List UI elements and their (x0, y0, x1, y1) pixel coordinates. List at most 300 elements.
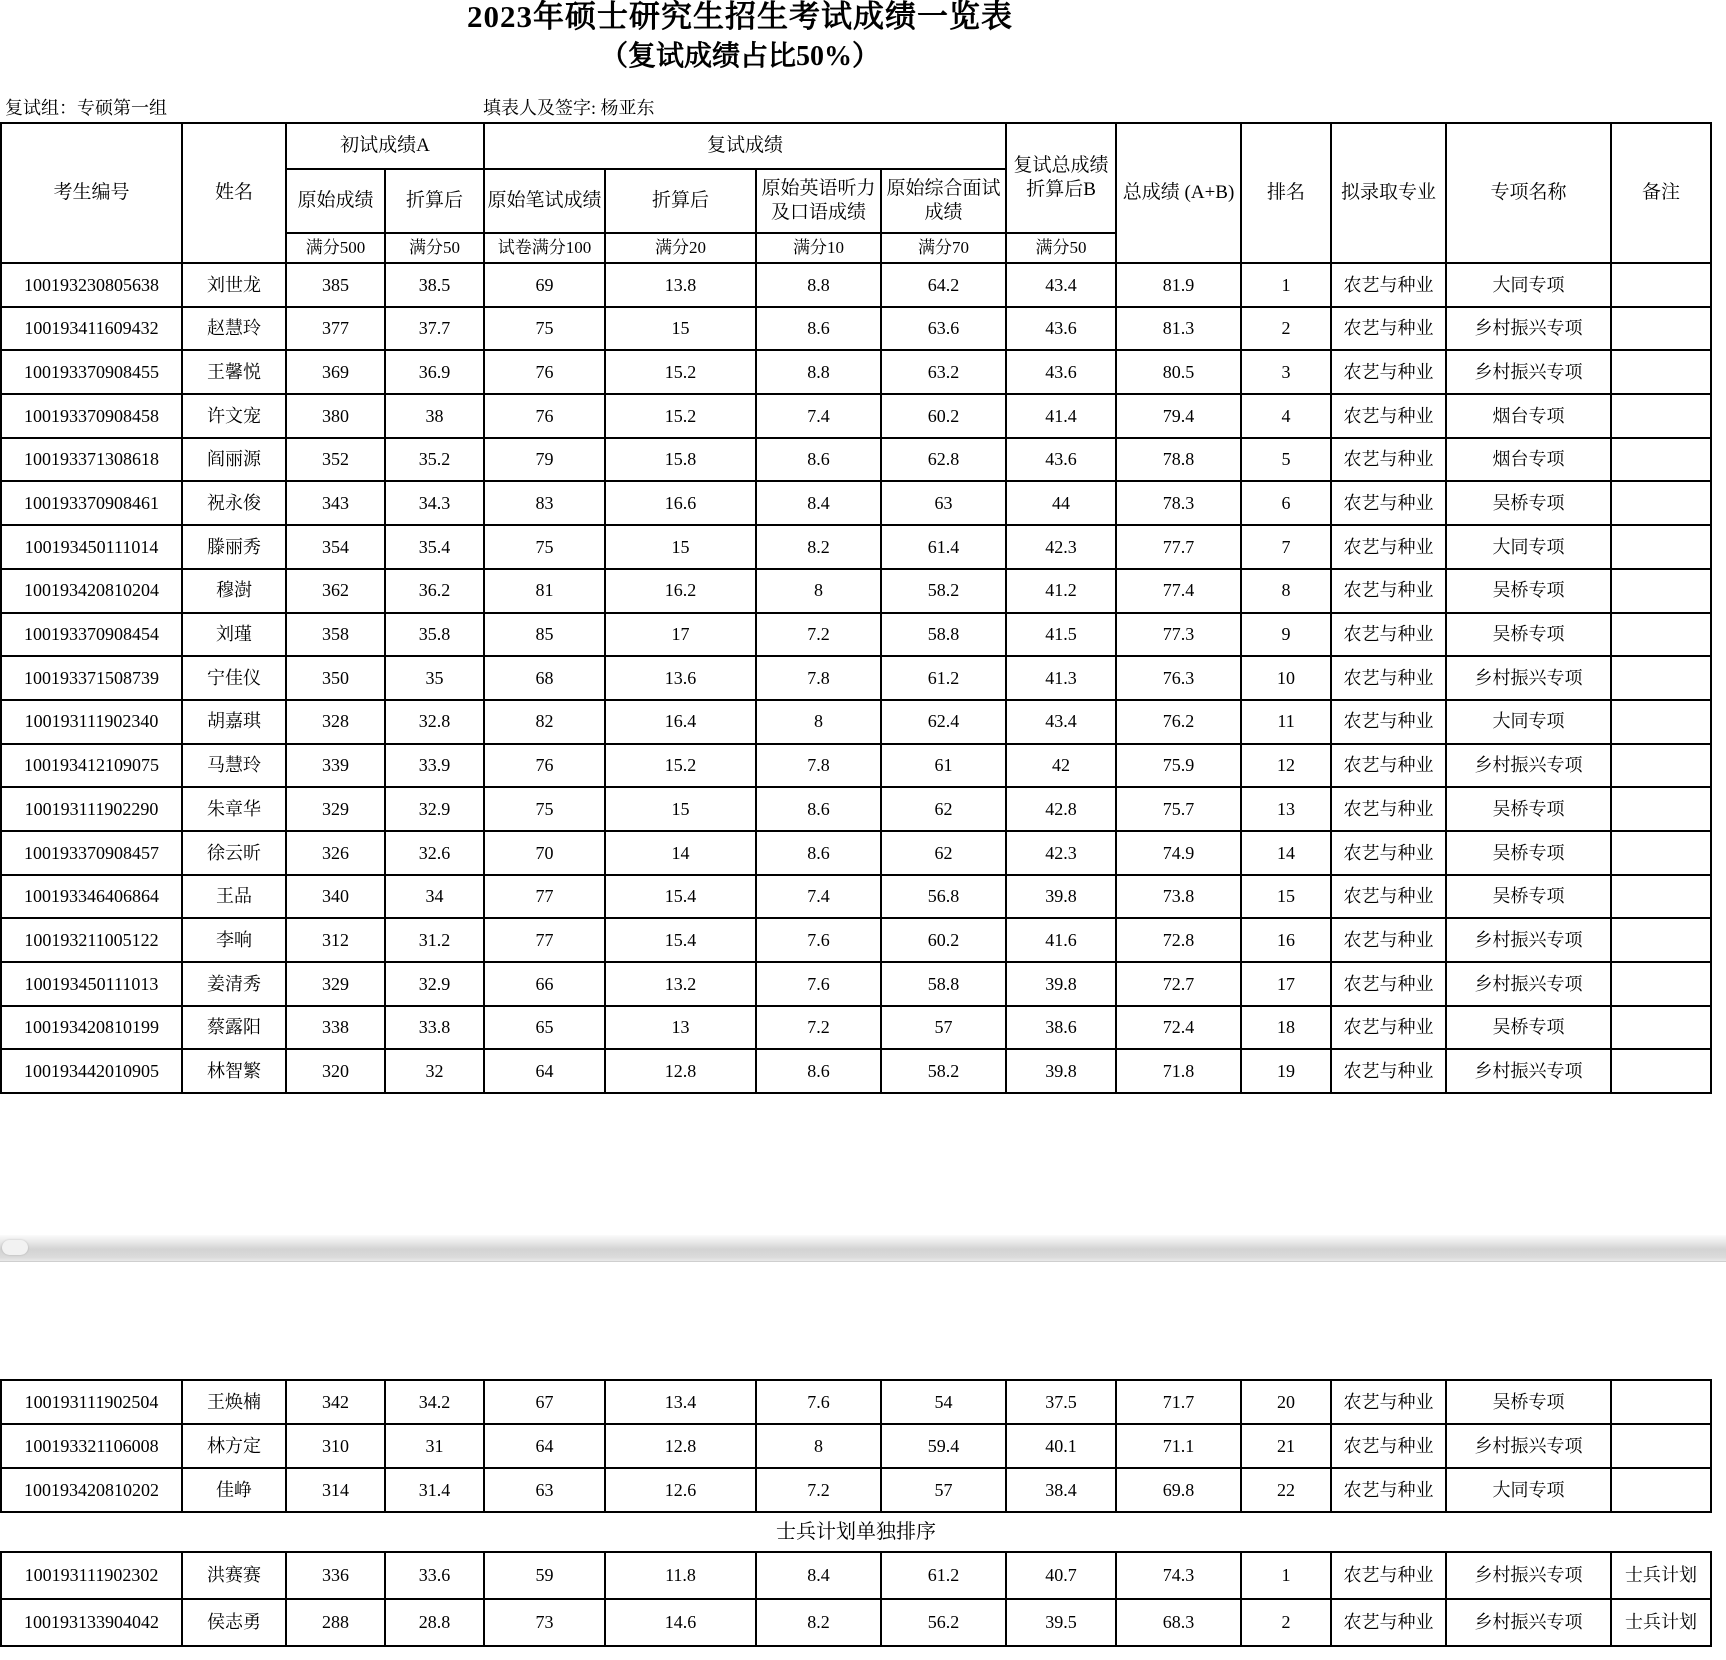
table-cell: 71.7 (1116, 1380, 1241, 1424)
table-cell: 40.1 (1006, 1424, 1116, 1468)
table-cell: 41.2 (1006, 569, 1116, 613)
table-cell: 王馨悦 (182, 350, 286, 394)
table-cell: 43.4 (1006, 700, 1116, 744)
table-cell: 385 (286, 263, 385, 307)
table-cell: 100193370908455 (1, 350, 182, 394)
page-title: 2023年硕士研究生招生考试成绩一览表 (467, 0, 1013, 34)
table-cell: 76 (484, 744, 605, 788)
table-cell (1611, 962, 1711, 1006)
table-cell (1611, 307, 1711, 351)
table-cell: 大同专项 (1446, 525, 1611, 569)
table-cell: 31.4 (385, 1468, 484, 1512)
table-row (1, 787, 1711, 831)
table-cell: 61.2 (881, 656, 1006, 700)
table-cell: 农艺与种业 (1331, 394, 1446, 438)
table-cell: 71.1 (1116, 1424, 1241, 1468)
table-cell: 56.8 (881, 875, 1006, 919)
table-cell: 100193370908458 (1, 394, 182, 438)
table-cell: 44 (1006, 481, 1116, 525)
max-score-initial-converted: 满分50 (385, 233, 484, 263)
table-row (1, 700, 1711, 744)
table-cell: 62 (881, 831, 1006, 875)
table-cell: 42.3 (1006, 831, 1116, 875)
table-row (1, 744, 1711, 788)
table-cell (1611, 700, 1711, 744)
table-cell: 79 (484, 438, 605, 482)
table-cell: 100193371308618 (1, 438, 182, 482)
col-group-initial-score: 初试成绩A (286, 123, 484, 169)
table-cell: 58.8 (881, 962, 1006, 1006)
table-cell: 64.2 (881, 263, 1006, 307)
table-cell: 7.2 (756, 1468, 881, 1512)
table-cell: 60.2 (881, 918, 1006, 962)
table-cell: 100193211005122 (1, 918, 182, 962)
table-cell: 100193346406864 (1, 875, 182, 919)
table-cell: 佳峥 (182, 1468, 286, 1512)
table-row (1, 1424, 1711, 1468)
table-cell (1611, 263, 1711, 307)
table-cell: 16.4 (605, 700, 756, 744)
table-cell: 10 (1241, 656, 1331, 700)
table-cell (1611, 744, 1711, 788)
table-cell: 17 (1241, 962, 1331, 1006)
table-cell: 赵慧玲 (182, 307, 286, 351)
table-cell: 14.6 (605, 1599, 756, 1646)
table-cell: 342 (286, 1380, 385, 1424)
table-cell (1611, 787, 1711, 831)
table-cell: 54 (881, 1380, 1006, 1424)
table-cell: 13.2 (605, 962, 756, 1006)
table-cell: 侯志勇 (182, 1599, 286, 1646)
table-cell: 穆澍 (182, 569, 286, 613)
table-cell: 21 (1241, 1424, 1331, 1468)
table-cell: 61 (881, 744, 1006, 788)
table-cell: 329 (286, 962, 385, 1006)
table-cell: 100193370908454 (1, 613, 182, 657)
table-cell: 43.6 (1006, 350, 1116, 394)
table-cell: 35 (385, 656, 484, 700)
table-cell: 62 (881, 787, 1006, 831)
table-cell: 354 (286, 525, 385, 569)
table-cell: 41.6 (1006, 918, 1116, 962)
table-cell: 林智繁 (182, 1049, 286, 1093)
table-cell: 314 (286, 1468, 385, 1512)
col-header-initial-raw: 原始成绩 (286, 169, 385, 233)
table-cell: 63 (881, 481, 1006, 525)
table-cell: 12.8 (605, 1049, 756, 1093)
table-cell: 39.5 (1006, 1599, 1116, 1646)
table-cell: 17 (605, 613, 756, 657)
table-cell: 王品 (182, 875, 286, 919)
table-cell: 19 (1241, 1049, 1331, 1093)
table-cell: 7 (1241, 525, 1331, 569)
table-cell: 洪赛赛 (182, 1552, 286, 1599)
table-cell: 8 (756, 569, 881, 613)
col-header-candidate-id: 考生编号 (1, 123, 182, 263)
table-cell: 6 (1241, 481, 1331, 525)
table-cell: 312 (286, 918, 385, 962)
table-cell: 83 (484, 481, 605, 525)
table-cell: 63 (484, 1468, 605, 1512)
table-cell: 100193412109075 (1, 744, 182, 788)
table-cell (1611, 918, 1711, 962)
score-table-page2 (0, 1379, 1712, 1647)
table-cell: 7.8 (756, 744, 881, 788)
table-cell: 8 (1241, 569, 1331, 613)
table-cell: 士兵计划 (1611, 1599, 1711, 1646)
table-cell: 80.5 (1116, 350, 1241, 394)
table-row (1, 1380, 1711, 1424)
table-cell: 32.6 (385, 831, 484, 875)
col-header-written-converted: 折算后 (605, 169, 756, 233)
table-cell: 31.2 (385, 918, 484, 962)
retest-group-label: 复试组：专硕第一组 (5, 98, 167, 118)
table-cell: 61.4 (881, 525, 1006, 569)
table-cell: 59 (484, 1552, 605, 1599)
table-cell: 35.2 (385, 438, 484, 482)
table-cell: 3 (1241, 350, 1331, 394)
table-cell: 77.3 (1116, 613, 1241, 657)
table-cell: 100193420810202 (1, 1468, 182, 1512)
table-cell: 32.8 (385, 700, 484, 744)
col-header-initial-converted: 折算后 (385, 169, 484, 233)
table-cell: 38.4 (1006, 1468, 1116, 1512)
table-cell: 农艺与种业 (1331, 569, 1446, 613)
table-cell: 8 (756, 1424, 881, 1468)
table-cell: 14 (1241, 831, 1331, 875)
table-cell: 39.8 (1006, 1049, 1116, 1093)
table-cell: 13.6 (605, 656, 756, 700)
table-cell: 7.6 (756, 1380, 881, 1424)
table-cell: 69 (484, 263, 605, 307)
table-cell: 8.8 (756, 263, 881, 307)
table-row (1, 1552, 1711, 1599)
table-cell (1611, 875, 1711, 919)
table-cell: 70 (484, 831, 605, 875)
table-cell: 100193371508739 (1, 656, 182, 700)
table-cell: 农艺与种业 (1331, 1468, 1446, 1512)
table-cell (1611, 1424, 1711, 1468)
table-cell (1611, 1006, 1711, 1050)
table-cell: 许文宠 (182, 394, 286, 438)
col-header-remark: 备注 (1611, 123, 1711, 263)
table-cell: 77 (484, 875, 605, 919)
table-cell: 72.7 (1116, 962, 1241, 1006)
table-cell: 75 (484, 525, 605, 569)
table-cell: 59.4 (881, 1424, 1006, 1468)
form-filler-signature-label: 填表人及签字: 杨亚东 (483, 98, 655, 118)
table-cell: 100193442010905 (1, 1049, 182, 1093)
table-cell (1611, 1380, 1711, 1424)
table-cell: 15 (605, 525, 756, 569)
table-cell: 43.4 (1006, 263, 1116, 307)
soldier-plan-section-label: 士兵计划单独排序 (1, 1512, 1711, 1552)
table-cell: 农艺与种业 (1331, 525, 1446, 569)
table-cell: 王焕楠 (182, 1380, 286, 1424)
table-cell: 66 (484, 962, 605, 1006)
table-cell (1611, 831, 1711, 875)
table-cell: 乡村振兴专项 (1446, 1424, 1611, 1468)
table-cell: 8.6 (756, 1049, 881, 1093)
table-cell: 1 (1241, 1552, 1331, 1599)
score-table-page1 (0, 122, 1712, 1094)
table-cell: 朱章华 (182, 787, 286, 831)
table-cell: 310 (286, 1424, 385, 1468)
table-cell: 37.7 (385, 307, 484, 351)
table-cell: 农艺与种业 (1331, 1424, 1446, 1468)
col-header-rank: 排名 (1241, 123, 1331, 263)
table-cell: 13.4 (605, 1380, 756, 1424)
table-row (1, 481, 1711, 525)
table-cell: 362 (286, 569, 385, 613)
table-cell: 2 (1241, 1599, 1331, 1646)
table-cell: 乡村振兴专项 (1446, 656, 1611, 700)
table-cell (1611, 438, 1711, 482)
table-cell: 14 (605, 831, 756, 875)
table-cell: 7.6 (756, 918, 881, 962)
table-cell: 7.6 (756, 962, 881, 1006)
table-cell: 士兵计划 (1611, 1552, 1711, 1599)
table-cell: 31 (385, 1424, 484, 1468)
table-cell: 8.6 (756, 831, 881, 875)
table-cell: 62.8 (881, 438, 1006, 482)
table-cell: 73 (484, 1599, 605, 1646)
table-cell: 38.5 (385, 263, 484, 307)
table-cell: 大同专项 (1446, 700, 1611, 744)
table-cell: 380 (286, 394, 385, 438)
table-cell: 农艺与种业 (1331, 700, 1446, 744)
table-row (1, 525, 1711, 569)
table-cell: 22 (1241, 1468, 1331, 1512)
table-cell: 81 (484, 569, 605, 613)
table-cell: 农艺与种业 (1331, 481, 1446, 525)
table-cell: 41.3 (1006, 656, 1116, 700)
table-cell: 吴桥专项 (1446, 1380, 1611, 1424)
table-cell: 41.5 (1006, 613, 1116, 657)
table-cell: 15 (1241, 875, 1331, 919)
table-cell: 农艺与种业 (1331, 350, 1446, 394)
table-cell: 7.2 (756, 1006, 881, 1050)
table-cell: 8.8 (756, 350, 881, 394)
table-cell (1611, 569, 1711, 613)
table-cell: 姜清秀 (182, 962, 286, 1006)
table-cell: 8.2 (756, 1599, 881, 1646)
max-score-written-converted: 满分20 (605, 233, 756, 263)
table-row (1, 263, 1711, 307)
table-cell: 57 (881, 1006, 1006, 1050)
table-cell: 农艺与种业 (1331, 962, 1446, 1006)
table-cell: 乡村振兴专项 (1446, 962, 1611, 1006)
table-cell: 7.8 (756, 656, 881, 700)
table-cell: 76.3 (1116, 656, 1241, 700)
table-cell: 13.8 (605, 263, 756, 307)
table-cell: 乡村振兴专项 (1446, 744, 1611, 788)
table-cell: 73.8 (1116, 875, 1241, 919)
table-cell: 369 (286, 350, 385, 394)
table-cell (1611, 481, 1711, 525)
table-cell: 336 (286, 1552, 385, 1599)
table-cell: 61.2 (881, 1552, 1006, 1599)
table-cell: 64 (484, 1049, 605, 1093)
table-cell: 7.4 (756, 394, 881, 438)
table-cell: 2 (1241, 307, 1331, 351)
table-cell: 35.8 (385, 613, 484, 657)
table-cell: 16.2 (605, 569, 756, 613)
table-cell: 刘世龙 (182, 263, 286, 307)
table-cell: 42 (1006, 744, 1116, 788)
table-cell: 刘瑾 (182, 613, 286, 657)
table-cell: 12 (1241, 744, 1331, 788)
table-cell: 41.4 (1006, 394, 1116, 438)
table-row (1, 307, 1711, 351)
table-cell: 38 (385, 394, 484, 438)
table-cell: 8.2 (756, 525, 881, 569)
table-cell: 7.2 (756, 613, 881, 657)
table-cell: 58.8 (881, 613, 1006, 657)
table-cell: 8.6 (756, 787, 881, 831)
table-cell: 328 (286, 700, 385, 744)
table-row (1, 350, 1711, 394)
table-cell: 农艺与种业 (1331, 744, 1446, 788)
table-cell: 8.6 (756, 307, 881, 351)
table-row (1, 394, 1711, 438)
table-cell: 32.9 (385, 787, 484, 831)
table-cell: 15.4 (605, 918, 756, 962)
table-cell: 32.9 (385, 962, 484, 1006)
table-cell: 15 (605, 307, 756, 351)
table-cell: 13 (1241, 787, 1331, 831)
col-header-project: 专项名称 (1446, 123, 1611, 263)
table-row (1, 656, 1711, 700)
table-cell: 36.9 (385, 350, 484, 394)
col-group-retest-score: 复试成绩 (484, 123, 1006, 169)
table-cell: 吴桥专项 (1446, 613, 1611, 657)
table-cell: 滕丽秀 (182, 525, 286, 569)
table-cell: 4 (1241, 394, 1331, 438)
table-cell: 85 (484, 613, 605, 657)
table-cell: 12.8 (605, 1424, 756, 1468)
table-cell: 56.2 (881, 1599, 1006, 1646)
table-cell: 76.2 (1116, 700, 1241, 744)
table-cell: 15 (605, 787, 756, 831)
table-cell: 农艺与种业 (1331, 1380, 1446, 1424)
table-cell: 75 (484, 787, 605, 831)
page-break-separator (0, 1235, 1726, 1262)
table-cell: 100193370908457 (1, 831, 182, 875)
table-cell: 100193111902504 (1, 1380, 182, 1424)
table-cell: 78.3 (1116, 481, 1241, 525)
table-cell: 100193230805638 (1, 263, 182, 307)
table-cell: 乡村振兴专项 (1446, 1049, 1611, 1093)
table-cell: 吴桥专项 (1446, 1006, 1611, 1050)
col-header-total-ab: 总成绩 (A+B) (1116, 123, 1241, 263)
table-cell: 34.2 (385, 1380, 484, 1424)
table-cell: 蔡露阳 (182, 1006, 286, 1050)
table-cell: 72.8 (1116, 918, 1241, 962)
table-cell: 8.4 (756, 1552, 881, 1599)
table-cell: 农艺与种业 (1331, 263, 1446, 307)
table-cell: 67 (484, 1380, 605, 1424)
table-cell: 77 (484, 918, 605, 962)
table-cell: 43.6 (1006, 438, 1116, 482)
table-cell: 58.2 (881, 1049, 1006, 1093)
table-cell: 39.8 (1006, 875, 1116, 919)
table-cell: 34 (385, 875, 484, 919)
table-cell: 81.9 (1116, 263, 1241, 307)
max-score-retest-b: 满分50 (1006, 233, 1116, 263)
table-cell: 72.4 (1116, 1006, 1241, 1050)
table-cell: 339 (286, 744, 385, 788)
table-cell: 377 (286, 307, 385, 351)
table-cell: 农艺与种业 (1331, 1552, 1446, 1599)
table-cell: 39.8 (1006, 962, 1116, 1006)
table-cell: 15.2 (605, 744, 756, 788)
scrollbar-thumb[interactable] (2, 1240, 28, 1255)
table-cell: 28.8 (385, 1599, 484, 1646)
table-cell: 乡村振兴专项 (1446, 1552, 1611, 1599)
table-row (1, 1468, 1711, 1512)
table-cell: 农艺与种业 (1331, 613, 1446, 657)
table-cell (1611, 394, 1711, 438)
table-cell: 农艺与种业 (1331, 656, 1446, 700)
max-score-english: 满分10 (756, 233, 881, 263)
table-cell: 100193321106008 (1, 1424, 182, 1468)
table-cell: 农艺与种业 (1331, 1599, 1446, 1646)
table-cell: 祝永俊 (182, 481, 286, 525)
table-cell: 62.4 (881, 700, 1006, 744)
table-cell: 60.2 (881, 394, 1006, 438)
table-cell: 吴桥专项 (1446, 831, 1611, 875)
table-cell: 63.2 (881, 350, 1006, 394)
table-cell: 11.8 (605, 1552, 756, 1599)
table-cell (1611, 350, 1711, 394)
table-cell: 352 (286, 438, 385, 482)
table-cell: 大同专项 (1446, 263, 1611, 307)
col-header-name: 姓名 (182, 123, 286, 263)
table-cell: 12.6 (605, 1468, 756, 1512)
table-cell: 100193370908461 (1, 481, 182, 525)
col-header-retest-total-b: 复试总成绩折算后B (1006, 123, 1116, 233)
table-cell: 75 (484, 307, 605, 351)
table-cell: 胡嘉琪 (182, 700, 286, 744)
table-cell: 7.4 (756, 875, 881, 919)
table-cell: 李响 (182, 918, 286, 962)
table-cell: 81.3 (1116, 307, 1241, 351)
table-row (1, 962, 1711, 1006)
table-cell: 马慧玲 (182, 744, 286, 788)
table-row (1, 831, 1711, 875)
table-cell: 农艺与种业 (1331, 307, 1446, 351)
table-cell (1611, 525, 1711, 569)
table-cell: 33.9 (385, 744, 484, 788)
table-cell: 343 (286, 481, 385, 525)
table-cell: 18 (1241, 1006, 1331, 1050)
table-cell: 57 (881, 1468, 1006, 1512)
table-cell: 82 (484, 700, 605, 744)
table-cell: 100193111902302 (1, 1552, 182, 1599)
table-cell: 78.8 (1116, 438, 1241, 482)
col-header-major: 拟录取专业 (1331, 123, 1446, 263)
table-cell: 288 (286, 1599, 385, 1646)
table-cell: 77.4 (1116, 569, 1241, 613)
table-cell: 63.6 (881, 307, 1006, 351)
table-cell: 农艺与种业 (1331, 831, 1446, 875)
table-cell: 75.9 (1116, 744, 1241, 788)
table-cell: 35.4 (385, 525, 484, 569)
table-cell: 36.2 (385, 569, 484, 613)
table-cell: 农艺与种业 (1331, 918, 1446, 962)
table-cell: 71.8 (1116, 1049, 1241, 1093)
